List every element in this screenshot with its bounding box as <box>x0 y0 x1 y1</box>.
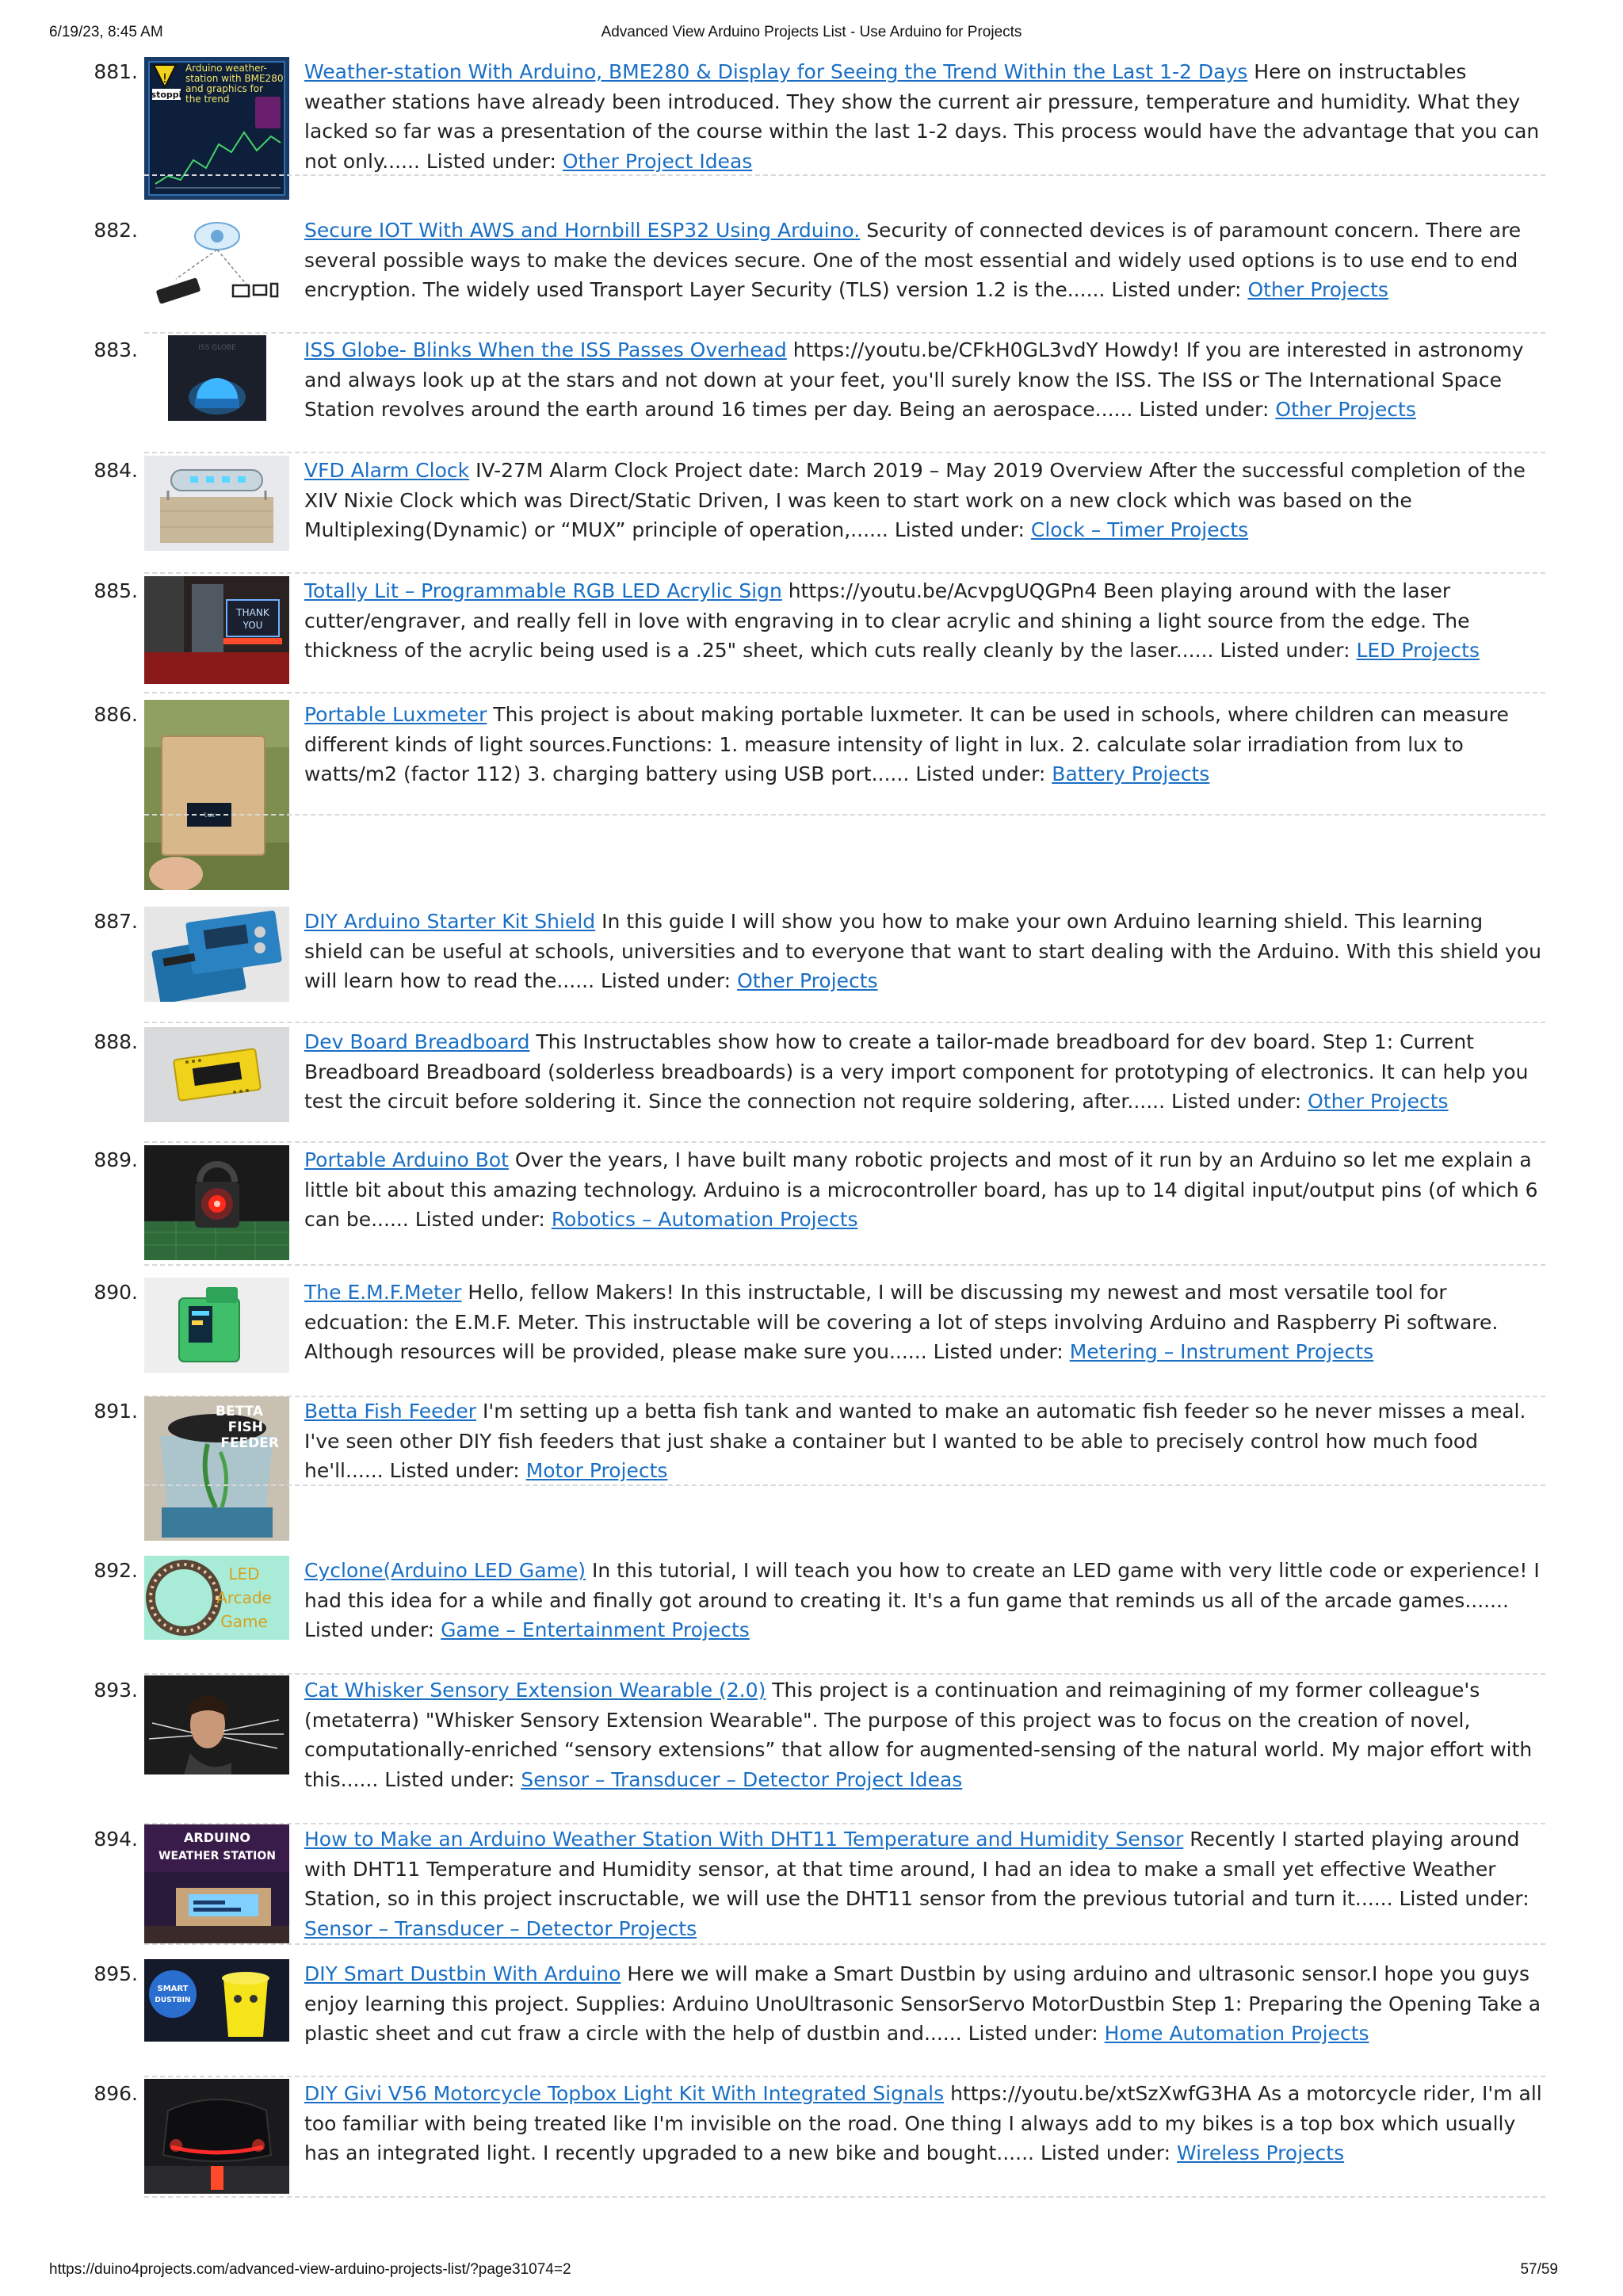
item-divider <box>144 572 1545 574</box>
item-text <box>304 216 1545 305</box>
item-divider <box>144 1484 1545 1486</box>
listed-under-label: Listed under: <box>304 1618 435 1641</box>
fish-tank-thumbnail[interactable] <box>144 1396 289 1541</box>
item-text <box>304 1278 1545 1367</box>
print-page-title: Advanced View Arduino Projects List - Use Arduino for Projects <box>601 24 1022 40</box>
listed-under-label: Listed under: <box>915 762 1046 785</box>
category-link[interactable]: LED Projects <box>1356 639 1480 662</box>
luxmeter-box-thumbnail[interactable] <box>144 700 289 890</box>
acrylic-sign-thumbnail[interactable] <box>144 576 289 684</box>
item-divider <box>144 1673 1545 1675</box>
project-description: https://youtu.be/AcvpgUQGPn4 Been playing around with the laser cutter/engraver, and really fell in love with engraving in to clear acrylic and shining a light source from the edge. The thickness of the acrylic being used is a .25" sheet, which cuts really cleanly by the laser...... <box>304 579 1470 662</box>
project-description: In this guide I will show you how to make your own Arduino learning shield. This learning shield can be useful at schools, universities and to everyone that want to start dealing with the Arduino. With this shield you will learn how to read the...... <box>304 910 1541 992</box>
item-number: 889. <box>94 1148 138 1171</box>
item-text <box>304 335 1545 425</box>
listed-under-label: Listed under: <box>894 518 1025 541</box>
item-text <box>304 1959 1545 2049</box>
item-number: 881. <box>94 60 138 83</box>
category-link[interactable]: Sensor – Transducer – Detector Projects <box>304 1916 697 1940</box>
item-number: 883. <box>94 338 138 361</box>
item-text <box>304 700 1545 789</box>
item-number: 882. <box>94 219 138 242</box>
thumb-caption: YOU <box>242 620 263 631</box>
vfd-clock-thumbnail[interactable] <box>144 456 289 551</box>
thumb-caption: LED <box>228 1564 260 1584</box>
item-text <box>304 1675 1545 1794</box>
item-text <box>304 456 1545 545</box>
project-title-link[interactable]: Cyclone(Arduino LED Game) <box>304 1559 586 1582</box>
category-link[interactable]: Other Projects <box>1275 398 1416 421</box>
item-divider <box>144 1943 1545 1945</box>
thumb-caption: stoppi <box>151 90 182 100</box>
thumb-caption: Arduino weather- <box>185 63 267 74</box>
category-link[interactable]: Battery Projects <box>1052 762 1210 785</box>
item-text <box>304 1824 1545 1943</box>
project-title-link[interactable]: Dev Board Breadboard <box>304 1030 530 1053</box>
item-number: 892. <box>94 1559 138 1582</box>
category-link[interactable]: Game – Entertainment Projects <box>441 1618 750 1641</box>
item-number: 890. <box>94 1281 138 1304</box>
project-description: Over the years, I have built many robotic projects and most of it run by an Arduino so let me explain a little bit about this amazing technology. Arduino is a microcontroller board, has up to 14 digital input/output pins (of which 6 can be...... <box>304 1148 1538 1231</box>
project-description: Here on instructables weather stations have already been introduced. They show the current air pressure, temperature and humidity. What they lacked so far was a presentation of the course within the last 1-2 days. This process would have the advantage that you can not only...... <box>304 60 1540 173</box>
project-description: https://youtu.be/CFkH0GL3vdY Howdy! If you are interested in astronomy and always look up at the stars and not down at your feet, you'll surely know the ISS. The ISS or The International Space Station revolves around the earth around 16 times per day. Being an aerospace...... <box>304 338 1524 421</box>
project-title-link[interactable]: DIY Smart Dustbin With Arduino <box>304 1962 621 1985</box>
thumb-caption: and graphics for <box>185 83 264 94</box>
project-description: This Instructables show how to create a tailor-made breadboard for dev board. Step 1: Current Breadboard Breadboard (solderless breadboards) is a very import component for prototyping of electronics. It can help you test the circuit before soldering it. Since the connection not require soldering, after...... <box>304 1030 1529 1113</box>
listed-under-label: Listed under: <box>389 1459 520 1482</box>
category-link[interactable]: Motor Projects <box>525 1459 668 1482</box>
listed-under-label: Listed under: <box>1399 1887 1529 1910</box>
project-description: This project is a continuation and reimagining of my former colleague's (metaterra) "Whisker Sensory Extension Wearable". The purpose of this project was to focus on the creation of novel, computationally-enriched “sensory extensions” that allow for augmented-sensing of the natural world. My major effort with this...... <box>304 1679 1533 1791</box>
project-title-link[interactable]: Portable Luxmeter <box>304 703 487 726</box>
emf-meter-thumbnail[interactable] <box>144 1278 289 1373</box>
listed-under-label: Listed under: <box>1220 639 1350 662</box>
glowing-globe-thumbnail[interactable] <box>144 335 289 421</box>
print-footer <box>49 2261 1574 2285</box>
project-description: Hello, fellow Makers! In this instructable, I will be discussing my newest and most versatile tool for edcuation: the E.M.F. Meter. This instructable will be covering a lot of steps involving Arduino and Raspberry Pi software. Although resources will be provided, please make sure you...... <box>304 1281 1499 1363</box>
cloud-iot-thumbnail[interactable] <box>144 216 289 311</box>
project-title-link[interactable]: The E.M.F.Meter <box>304 1281 462 1304</box>
breadboard-thumbnail[interactable] <box>144 1027 289 1122</box>
category-link[interactable]: Clock – Timer Projects <box>1030 518 1249 541</box>
item-text <box>304 57 1545 176</box>
arduino-shield-thumbnail[interactable] <box>144 907 289 1002</box>
item-number: 891. <box>94 1400 138 1423</box>
item-text <box>304 576 1545 666</box>
smart-dustbin-thumbnail[interactable] <box>144 1959 289 2042</box>
category-link[interactable]: Other Project Ideas <box>562 149 753 173</box>
svg-text:!: ! <box>162 71 168 86</box>
item-text <box>304 1027 1545 1117</box>
red-eye-bot-thumbnail[interactable] <box>144 1145 289 1260</box>
listed-under-label: Listed under: <box>601 969 731 992</box>
project-description: Recently I started playing around with DHT11 Temperature and Humidity sensor, at that time around, I had an idea to make a small yet effective Weather Station, so in this project inscructable, we will use the DHT11 sensor from the previous tutorial and turn it...... <box>304 1828 1520 1910</box>
listed-under-label: Listed under: <box>1040 2141 1171 2164</box>
project-title-link[interactable]: VFD Alarm Clock <box>304 459 470 482</box>
thumb-caption: DUSTBIN <box>155 1996 191 2004</box>
thumb-caption: FEEDER <box>220 1435 279 1451</box>
item-divider <box>144 2196 1545 2198</box>
project-title-link[interactable]: Totally Lit – Programmable RGB LED Acrylic Sign <box>304 579 782 602</box>
project-description: I'm setting up a betta fish tank and wanted to make an automatic fish feeder so he never misses a meal. I've seen other DIY fish feeders that just shake a container but I wanted to be able to precisely control how much food he'll...... <box>304 1400 1526 1482</box>
page-number: 57/59 <box>1520 2261 1558 2278</box>
svg-text:ISS GLOBE: ISS GLOBE <box>198 344 236 352</box>
category-link[interactable]: Metering – Instrument Projects <box>1069 1340 1374 1363</box>
item-divider <box>144 452 1545 453</box>
item-text <box>304 907 1545 996</box>
item-number: 886. <box>94 703 138 726</box>
item-number: 893. <box>94 1679 138 1702</box>
item-number: 896. <box>94 2082 138 2105</box>
category-link[interactable]: Other Projects <box>737 969 878 992</box>
listed-under-label: Listed under: <box>968 2022 1098 2045</box>
item-number: 887. <box>94 910 138 933</box>
item-divider <box>144 1141 1545 1143</box>
project-title-link[interactable]: Betta Fish Feeder <box>304 1400 477 1423</box>
thumb-caption: Game <box>220 1612 268 1631</box>
project-description: Security of connected devices is of paramount concern. There are several possible ways to make the devices secure. One of the most essential and widely used options is to use end to end encryption. The widely used Transport Layer Security (TLS) version 1.2 is the...... <box>304 219 1522 301</box>
project-title-link[interactable]: How to Make an Arduino Weather Station With DHT11 Temperature and Humidity Sensor <box>304 1828 1184 1851</box>
thumb-caption: SMART <box>157 1985 189 1993</box>
project-description: https://youtu.be/xtSzXwfG3HA As a motorcycle rider, I'm all too familiar with being treated like I'm invisible on the road. One thing I always add to my bikes is a top box which usually has an integrated light. I recently upgraded to a new bike and bought...... <box>304 2082 1542 2164</box>
print-datetime: 6/19/23, 8:45 AM <box>49 24 163 40</box>
item-number: 895. <box>94 1962 138 1985</box>
item-number: 884. <box>94 459 138 482</box>
project-description: Here we will make a Smart Dustbin by using arduino and ultrasonic sensor.I hope you guys enjoy learning this project. Supplies: Arduino UnoUltrasonic SensorServo MotorDustbin Step 1: Preparing the Opening Take a plastic sheet and cut fraw a circle with the help of dustbin and...... <box>304 1962 1541 2045</box>
motorcycle-topbox-thumbnail[interactable] <box>144 2079 289 2194</box>
item-divider <box>144 814 1545 816</box>
thumb-caption: the trend <box>185 94 230 105</box>
category-link[interactable]: Other Projects <box>1247 278 1388 301</box>
listed-under-label: Listed under: <box>1111 278 1242 301</box>
listed-under-label: Listed under: <box>414 1208 545 1231</box>
weather-station-lcd-thumbnail[interactable] <box>144 1824 289 1943</box>
category-link[interactable]: Home Automation Projects <box>1104 2022 1369 2045</box>
project-title-link[interactable]: DIY Givi V56 Motorcycle Topbox Light Kit With Integrated Signals <box>304 2082 945 2105</box>
thumb-caption: Arcade <box>216 1588 272 1607</box>
thumb-caption: WEATHER STATION <box>158 1850 276 1862</box>
item-divider <box>144 2076 1545 2077</box>
project-description: In this tutorial, I will teach you how to create an LED game with very little code or experience! I had this idea for a while and finally got around to creating it. It's a fun game that reminds us all of the arcade games....... <box>304 1559 1540 1612</box>
item-number: 894. <box>94 1828 138 1851</box>
listed-under-label: Listed under: <box>384 1767 515 1791</box>
item-number: 888. <box>94 1030 138 1053</box>
project-title-link[interactable]: Cat Whisker Sensory Extension Wearable (2.0) <box>304 1679 766 1702</box>
thumb-caption: FISH <box>227 1419 263 1435</box>
category-link[interactable]: Other Projects <box>1308 1090 1449 1113</box>
project-title-link[interactable]: ISS Globe- Blinks When the ISS Passes Overhead <box>304 338 787 361</box>
thumb-caption: THANK <box>236 607 269 618</box>
category-link[interactable]: Robotics – Automation Projects <box>551 1208 858 1231</box>
thumb-caption: BETTA <box>216 1404 263 1419</box>
item-divider <box>144 1022 1545 1023</box>
category-link[interactable]: Wireless Projects <box>1177 2141 1345 2164</box>
item-divider <box>144 1264 1545 1266</box>
listed-under-label: Listed under: <box>1171 1090 1302 1113</box>
listed-under-label: Listed under: <box>1139 398 1270 421</box>
item-text <box>304 2079 1545 2168</box>
item-divider <box>144 692 1545 693</box>
project-title-link[interactable]: DIY Arduino Starter Kit Shield <box>304 910 596 933</box>
project-title-link[interactable]: Weather-station With Arduino, BME280 & Display for Seeing the Trend Within the Last 1-2 Days <box>304 60 1248 83</box>
print-url: https://duino4projects.com/advanced-view-arduino-projects-list/?page31074=2 <box>49 2261 571 2278</box>
whisker-wearable-thumbnail[interactable] <box>144 1675 289 1775</box>
weather-station-thumbnail[interactable] <box>144 57 289 200</box>
item-divider <box>144 332 1545 334</box>
project-title-link[interactable]: Secure IOT With AWS and Hornbill ESP32 Using Arduino. <box>304 219 861 242</box>
thumb-caption: ARDUINO <box>184 1830 250 1845</box>
led-ring-thumbnail[interactable] <box>144 1556 289 1640</box>
project-description: IV-27M Alarm Clock Project date: March 2019 – May 2019 Overview After the successful completion of the XIV Nixie Clock which was Direct/Static Driven, I was keen to start work on a new clock which was based on the Multiplexing(Dynamic) or “MUX” principle of operation,...... <box>304 459 1526 541</box>
listed-under-label: Listed under: <box>933 1340 1064 1363</box>
item-number: 885. <box>94 579 138 602</box>
project-title-link[interactable]: Portable Arduino Bot <box>304 1148 509 1171</box>
thumb-caption: station with BME280 <box>185 73 284 84</box>
item-text <box>304 1556 1545 1645</box>
listed-under-label: Listed under: <box>426 149 556 173</box>
project-description: This project is about making portable luxmeter. It can be used in schools, where children can measure different kinds of light sources.Functions: 1. measure intensity of light in lux. 2. calculate solar irradiation from lux to watts/m2 (factor 112) 3. charging battery using USB port...... <box>304 703 1509 785</box>
category-link[interactable]: Sensor – Transducer – Detector Project Ideas <box>521 1767 963 1791</box>
item-divider <box>144 174 1545 176</box>
svg-text:lux: lux <box>203 812 216 819</box>
item-text <box>304 1396 1545 1486</box>
item-text <box>304 1145 1545 1235</box>
